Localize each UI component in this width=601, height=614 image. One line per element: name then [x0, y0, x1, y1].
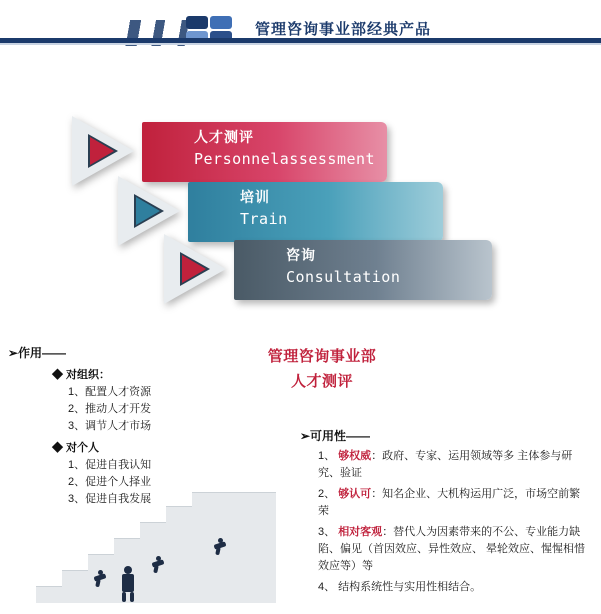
- product-bar-1[interactable]: [142, 122, 387, 182]
- product-1-en: Personnelassessment: [194, 150, 376, 168]
- left-group-2-label: ◆ 对个人: [52, 442, 100, 454]
- product-bar-2[interactable]: [188, 182, 443, 242]
- left-group-1: [52, 367, 151, 435]
- play-triangle-icon-3: [164, 234, 250, 304]
- hexagon-cluster-icon: [186, 16, 208, 29]
- list-item: 2、 够认可：知名企业、大机构运用广泛，市场空前繁荣: [318, 488, 581, 517]
- section-title-line1: 管理咨询事业部: [267, 348, 377, 365]
- product-1-cn: 人才测评: [194, 129, 254, 145]
- list-item: 4、 结构系统性与实用性相结合。: [318, 581, 482, 593]
- right-column: [300, 427, 590, 596]
- product-bar-2-labels: [240, 187, 288, 230]
- product-3-en: Consultation: [286, 268, 401, 286]
- list-item: 1、促进自我认知: [68, 459, 152, 471]
- product-2-en: Train: [240, 210, 288, 228]
- section-title-line2: 人才测评: [290, 373, 353, 390]
- stairs-illustration: [36, 482, 276, 602]
- list-item: 2、推动人才开发: [68, 403, 152, 415]
- product-bar-1-labels: [194, 127, 375, 170]
- right-heading: ➢可用性——: [300, 429, 371, 443]
- product-bar-3[interactable]: [234, 240, 492, 300]
- list-item: 1、配置人才资源: [68, 386, 152, 398]
- product-bar-3-labels: [286, 245, 400, 288]
- page-title: 管理咨询事业部经典产品: [255, 21, 432, 38]
- product-2-cn: 培训: [240, 189, 270, 205]
- header-band-light: [0, 43, 601, 45]
- product-3-cn: 咨询: [286, 247, 316, 263]
- list-item: 3、促进自我发展: [68, 493, 152, 505]
- list-item: 3、调节人才市场: [68, 420, 152, 432]
- list-item: 2、促进个人择业: [68, 476, 152, 488]
- left-group-1-label: ◆ 对组织：: [52, 369, 111, 381]
- list-item: 1、 够权威：政府、专家、运用领域等多 主体参与研究、验证: [318, 450, 573, 479]
- section-title: [232, 344, 412, 394]
- bottom-slide: [0, 322, 601, 614]
- left-heading: ➢作用——: [8, 346, 67, 360]
- list-item: 3、 相对客观：替代人为因素带来的不公、专业能力缺陷、偏见（首因效应、异性效应、 晕轮效应、惺惺相惜效应等）等: [318, 526, 586, 572]
- hexagon-cluster-icon-2: [210, 16, 232, 29]
